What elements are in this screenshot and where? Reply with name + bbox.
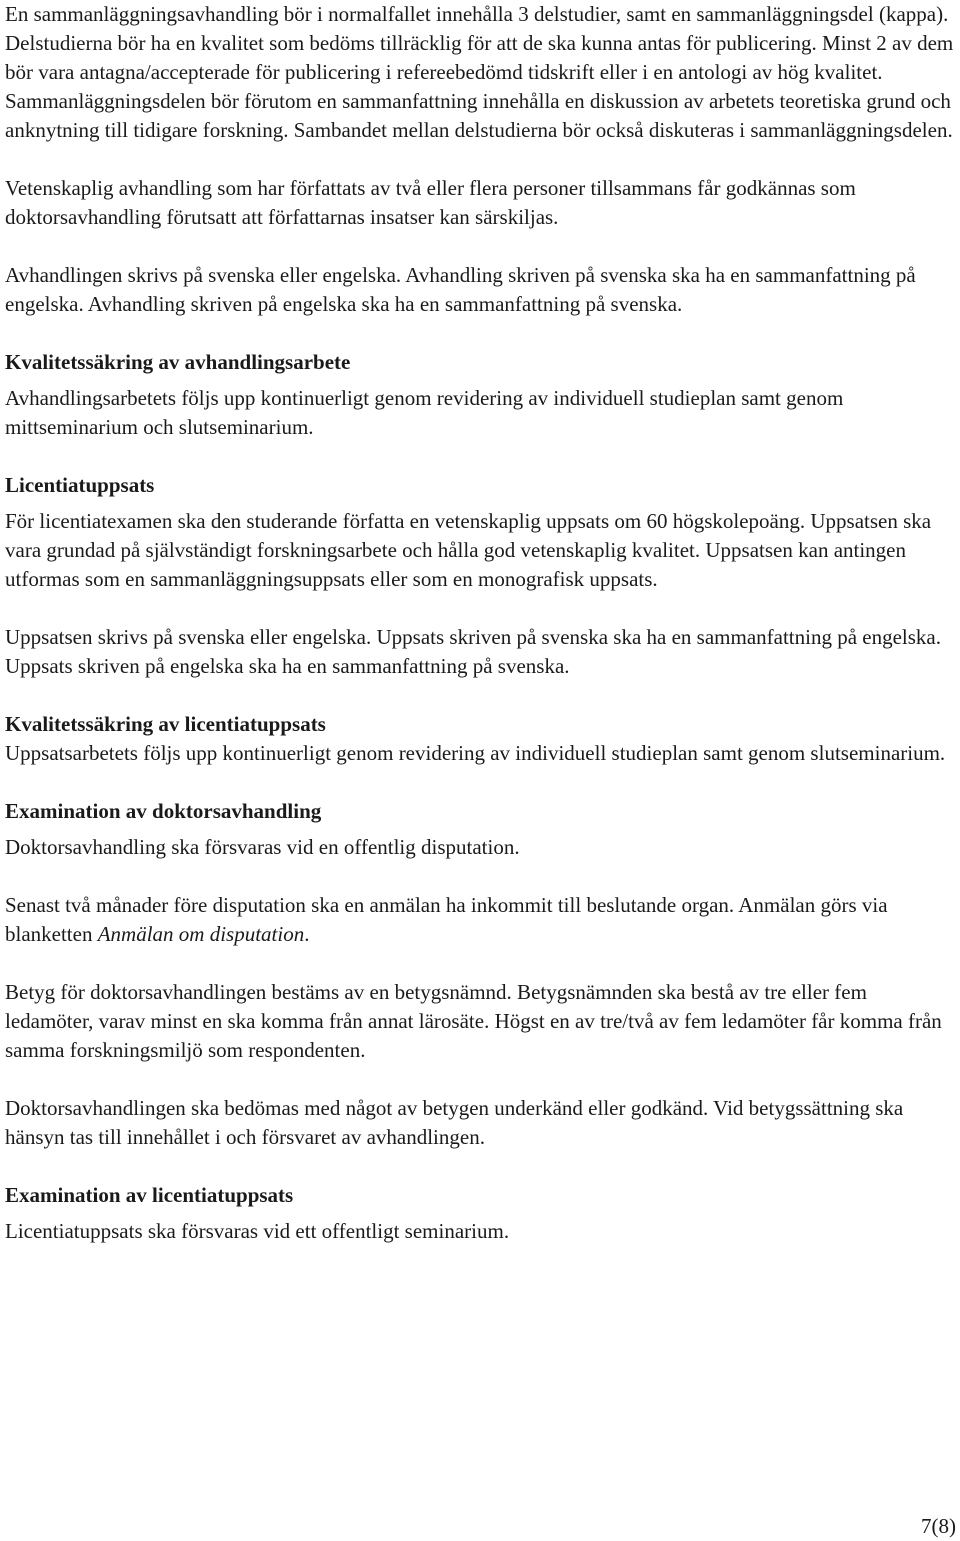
paragraph-kvalitet-licentiat: Uppsatsarbetets följs upp kontinuerligt genom revidering av individuell studieplan samt genom slutseminarium.	[5, 741, 946, 765]
anmalan-period: .	[304, 922, 310, 946]
paragraph-licentiat-2: Uppsatsen skrivs på svenska eller engelska. Uppsats skriven på svenska ska ha en sammanfattning på engelska. Uppsats skriven på engelska ska ha en sammanfattning på svenska.	[5, 625, 942, 678]
paragraph-sammanlaggning: En sammanläggningsavhandling bör i normalfallet innehålla 3 delstudier, samt en sammanläggningsdel (kappa). Delstudierna bör ha en kvalitet som bedöms tillräcklig för att de ska kunna antas för publicering. Minst 2 av dem bör vara antagna/accepterade för publicering i refereebedömd tidskrift eller i en antologi av hög kvalitet. Sammanläggningsdelen bör förutom en sammanfattning innehålla en diskussion av arbetets teoretiska grund och anknytning till tidigare forskning. Sambandet mellan delstudierna bör också diskuteras i sammanläggningsdelen.	[5, 2, 954, 142]
paragraph-exam-licentiat: Licentiatuppsats ska försvaras vid ett offentligt seminarium.	[5, 1219, 510, 1243]
paragraph-flera-forfattare: Vetenskaplig avhandling som har författats av två eller flera personer tillsammans får godkännas som doktorsavhandling förutsatt att författarnas insatser kan särskiljas.	[5, 176, 856, 229]
paragraph-sprak: Avhandlingen skrivs på svenska eller engelska. Avhandling skriven på svenska ska ha en sammanfattning på engelska. Avhandling skriven på engelska ska ha en sammanfattning på svenska.	[5, 263, 916, 316]
paragraph-exam-doktor-2	[5, 891, 957, 949]
paragraph-exam-doktor-4: Doktorsavhandlingen ska bedömas med något av betygen underkänd eller godkänd. Vid betygssättning ska hänsyn tas till innehållet i och försvaret av avhandlingen.	[5, 1096, 904, 1149]
heading-examination-licentiatuppsats: Examination av licentiatuppsats	[5, 1183, 294, 1207]
paragraph-exam-doktor-3: Betyg för doktorsavhandlingen bestäms av en betygsnämnd. Betygsnämnden ska bestå av tre eller fem ledamöter, varav minst en ska komma från annat lärosäte. Högst en av tre/två av fem ledamöter får komma från samma forskningsmiljö som respondenten.	[5, 980, 942, 1062]
paragraph-exam-doktor-1: Doktorsavhandling ska försvaras vid en offentlig disputation.	[5, 835, 520, 859]
paragraph-licentiat-1: För licentiatexamen ska den studerande författa en vetenskaplig uppsats om 60 högskolepoäng. Uppsatsen ska vara grundad på självständigt forskningsarbete och hålla god vetenskaplig kvalitet. Uppsatsen kan antingen utformas som en sammanläggningsuppsats eller som en monografisk uppsats.	[5, 509, 932, 591]
document-page	[5, 0, 957, 1246]
anmalan-text: Senast två månader före disputation ska en anmälan ha inkommit till beslutande organ. Anmälan görs via blanketten	[5, 893, 888, 946]
heading-licentiatuppsats: Licentiatuppsats	[5, 473, 155, 497]
heading-kvalitet-licentiat: Kvalitetssäkring av licentiatuppsats	[5, 712, 326, 736]
heading-examination-doktorsavhandling: Examination av doktorsavhandling	[5, 799, 322, 823]
blankett-name: Anmälan om disputation	[97, 922, 305, 946]
heading-kvalitet-avhandling: Kvalitetssäkring av avhandlingsarbete	[5, 350, 351, 374]
paragraph-kvalitet-avhandling: Avhandlingsarbetets följs upp kontinuerligt genom revidering av individuell studieplan samt genom mittseminarium och slutseminarium.	[5, 386, 844, 439]
page-number: 7(8)	[921, 1514, 956, 1538]
